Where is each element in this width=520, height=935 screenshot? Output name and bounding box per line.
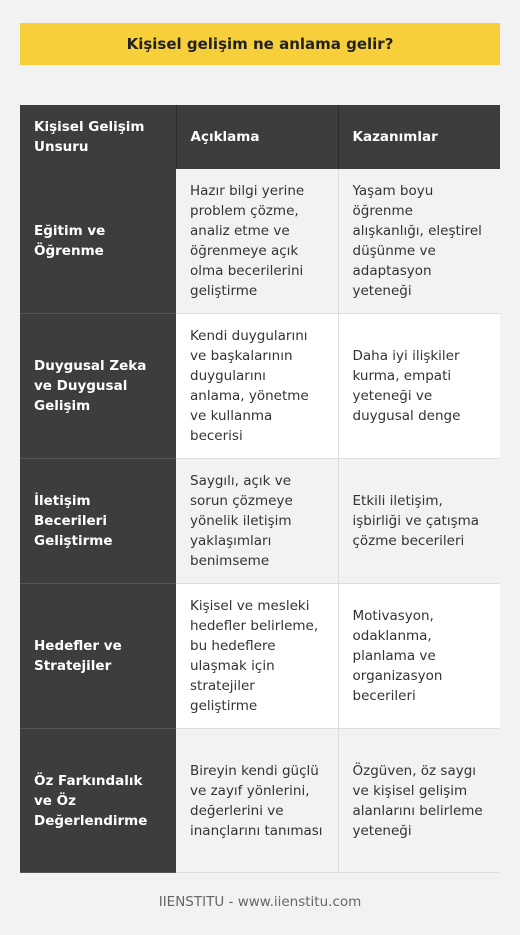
row-kazanimlar: Motivasyon, odaklanma, planlama ve organizasyon becerileri (338, 584, 500, 729)
table-row (20, 169, 500, 314)
row-kazanimlar: Daha iyi ilişkiler kurma, empati yeteneği ve duygusal denge (338, 314, 500, 459)
row-aciklama: Kendi duygularını ve başkalarının duygularını anlama, yönetme ve kullanma becerisi (176, 314, 338, 459)
row-kazanimlar: Özgüven, öz saygı ve kişisel gelişim alanlarını belirleme yeteneği (338, 729, 500, 873)
row-kazanimlar: Etkili iletişim, işbirliği ve çatışma çözme becerileri (338, 459, 500, 584)
row-aciklama: Bireyin kendi güçlü ve zayıf yönlerini, değerlerini ve inançlarını tanıması (176, 729, 338, 873)
table-row (20, 314, 500, 459)
table-header-row (20, 105, 500, 169)
row-aciklama: Hazır bilgi yerine problem çözme, analiz etme ve öğrenmeye açık olma becerilerini geliştirme (176, 169, 338, 314)
info-table (20, 105, 500, 873)
table-row (20, 459, 500, 584)
table-row (20, 729, 500, 873)
row-unsur: Eğitim ve Öğrenme (20, 169, 176, 314)
table-row (20, 584, 500, 729)
column-header-unsur: Kişisel Gelişim Unsuru (20, 105, 176, 169)
column-header-aciklama: Açıklama (176, 105, 338, 169)
row-unsur: İletişim Becerileri Geliştirme (20, 459, 176, 584)
footer-credit: IIENSTITU - www.iienstitu.com (158, 894, 362, 910)
row-kazanimlar: Yaşam boyu öğrenme alışkanlığı, eleştirel düşünme ve adaptasyon yeteneği (338, 169, 500, 314)
row-aciklama: Saygılı, açık ve sorun çözmeye yönelik iletişim yaklaşımları benimseme (176, 459, 338, 584)
row-unsur: Hedefler ve Stratejiler (20, 584, 176, 729)
row-aciklama: Kişisel ve mesleki hedefler belirleme, bu hedeflere ulaşmak için stratejiler geliştirme (176, 584, 338, 729)
row-unsur: Öz Farkındalık ve Öz Değerlendirme (20, 729, 176, 873)
row-unsur: Duygusal Zeka ve Duygusal Gelişim (20, 314, 176, 459)
column-header-kazanimlar: Kazanımlar (338, 105, 500, 169)
page-title: Kişisel gelişim ne anlama gelir? (20, 23, 500, 65)
